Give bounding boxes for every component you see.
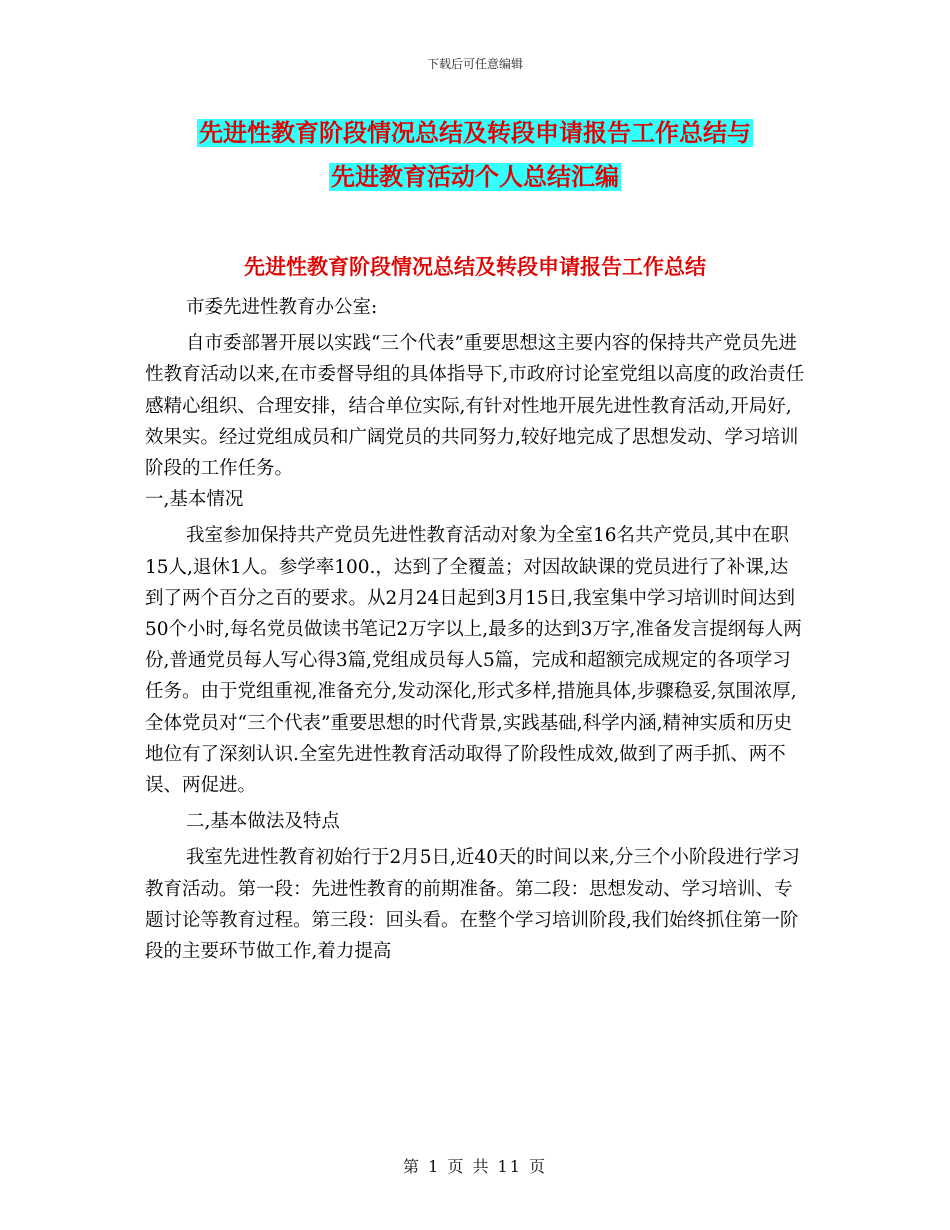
- section-title: 先进性教育阶段情况总结及转段申请报告工作总结: [244, 255, 706, 279]
- main-title-line-2-text: 先进教育活动个人总结汇编: [331, 163, 619, 191]
- paragraph-basic-situation: 我室参加保持共产党员先进性教育活动对象为全室16名共产党员,其中在职15人,退休1人。参学率100.，达到了全覆盖；对因故缺课的党员进行了补课,达到了两个百分之百的要求。从2月24日起到3月15日,我室集中学习培训时间达到50个小时,每名党员做读书笔记2万字以上,最多的达到3万字,准备发言提纲每人两份,普通党员每人写心得3篇,党组成员每人5篇，完成和超额完成规定的各项学习任务。由于党组重视,准备充分,发动深化,形式多样,措施具体,步骤稳妥,氛围浓厚,全体党员对“三个代表”重要思想的时代背景,实践基础,科学内涵,精神实质和历史地位有了深刻认识.全室先进性教育活动取得了阶段性成效,做到了两手抓、两不误、两促进。: [145, 525, 802, 797]
- header-note: 下载后可任意编辑: [426, 57, 523, 71]
- paragraph-intro: 自市委部署开展以实践“三个代表”重要思想这主要内容的保持共产党员先进性教育活动以来,在市委督导组的具体指导下,市政府讨论室党组以高度的政治责任感精心组织、合理安排，结合单位实际,有针对性地开展先进性教育活动,开局好,效果实。经过党组成员和广阔党员的共同努力,较好地完成了思想发动、学习培训阶段的工作任务。: [145, 333, 805, 480]
- page-number: 第 1 页 共 11 页: [403, 1157, 547, 1176]
- main-title-line-2: [0, 157, 950, 192]
- heading-basic-situation: 一,基本情况: [145, 489, 244, 511]
- main-title-line-1-text: 先进性教育阶段情况总结及转段申请报告工作总结与: [199, 119, 751, 147]
- main-title-line-1: [0, 113, 950, 148]
- salutation: 市委先进性教育办公室:: [186, 297, 378, 318]
- paragraph-methods: 我室先进性教育初始行于2月5日,近40天的时间以来,分三个小阶段进行学习教育活动。第一段：先进性教育的前期准备。第二段：思想发动、学习培训、专题讨论等教育过程。第三段：回头看。在整个学习培训阶段,我们始终抓住第一阶段的主要环节做工作,着力提高: [145, 847, 800, 963]
- document-body: [145, 292, 805, 967]
- heading-methods: 二,基本做法及特点: [186, 811, 340, 833]
